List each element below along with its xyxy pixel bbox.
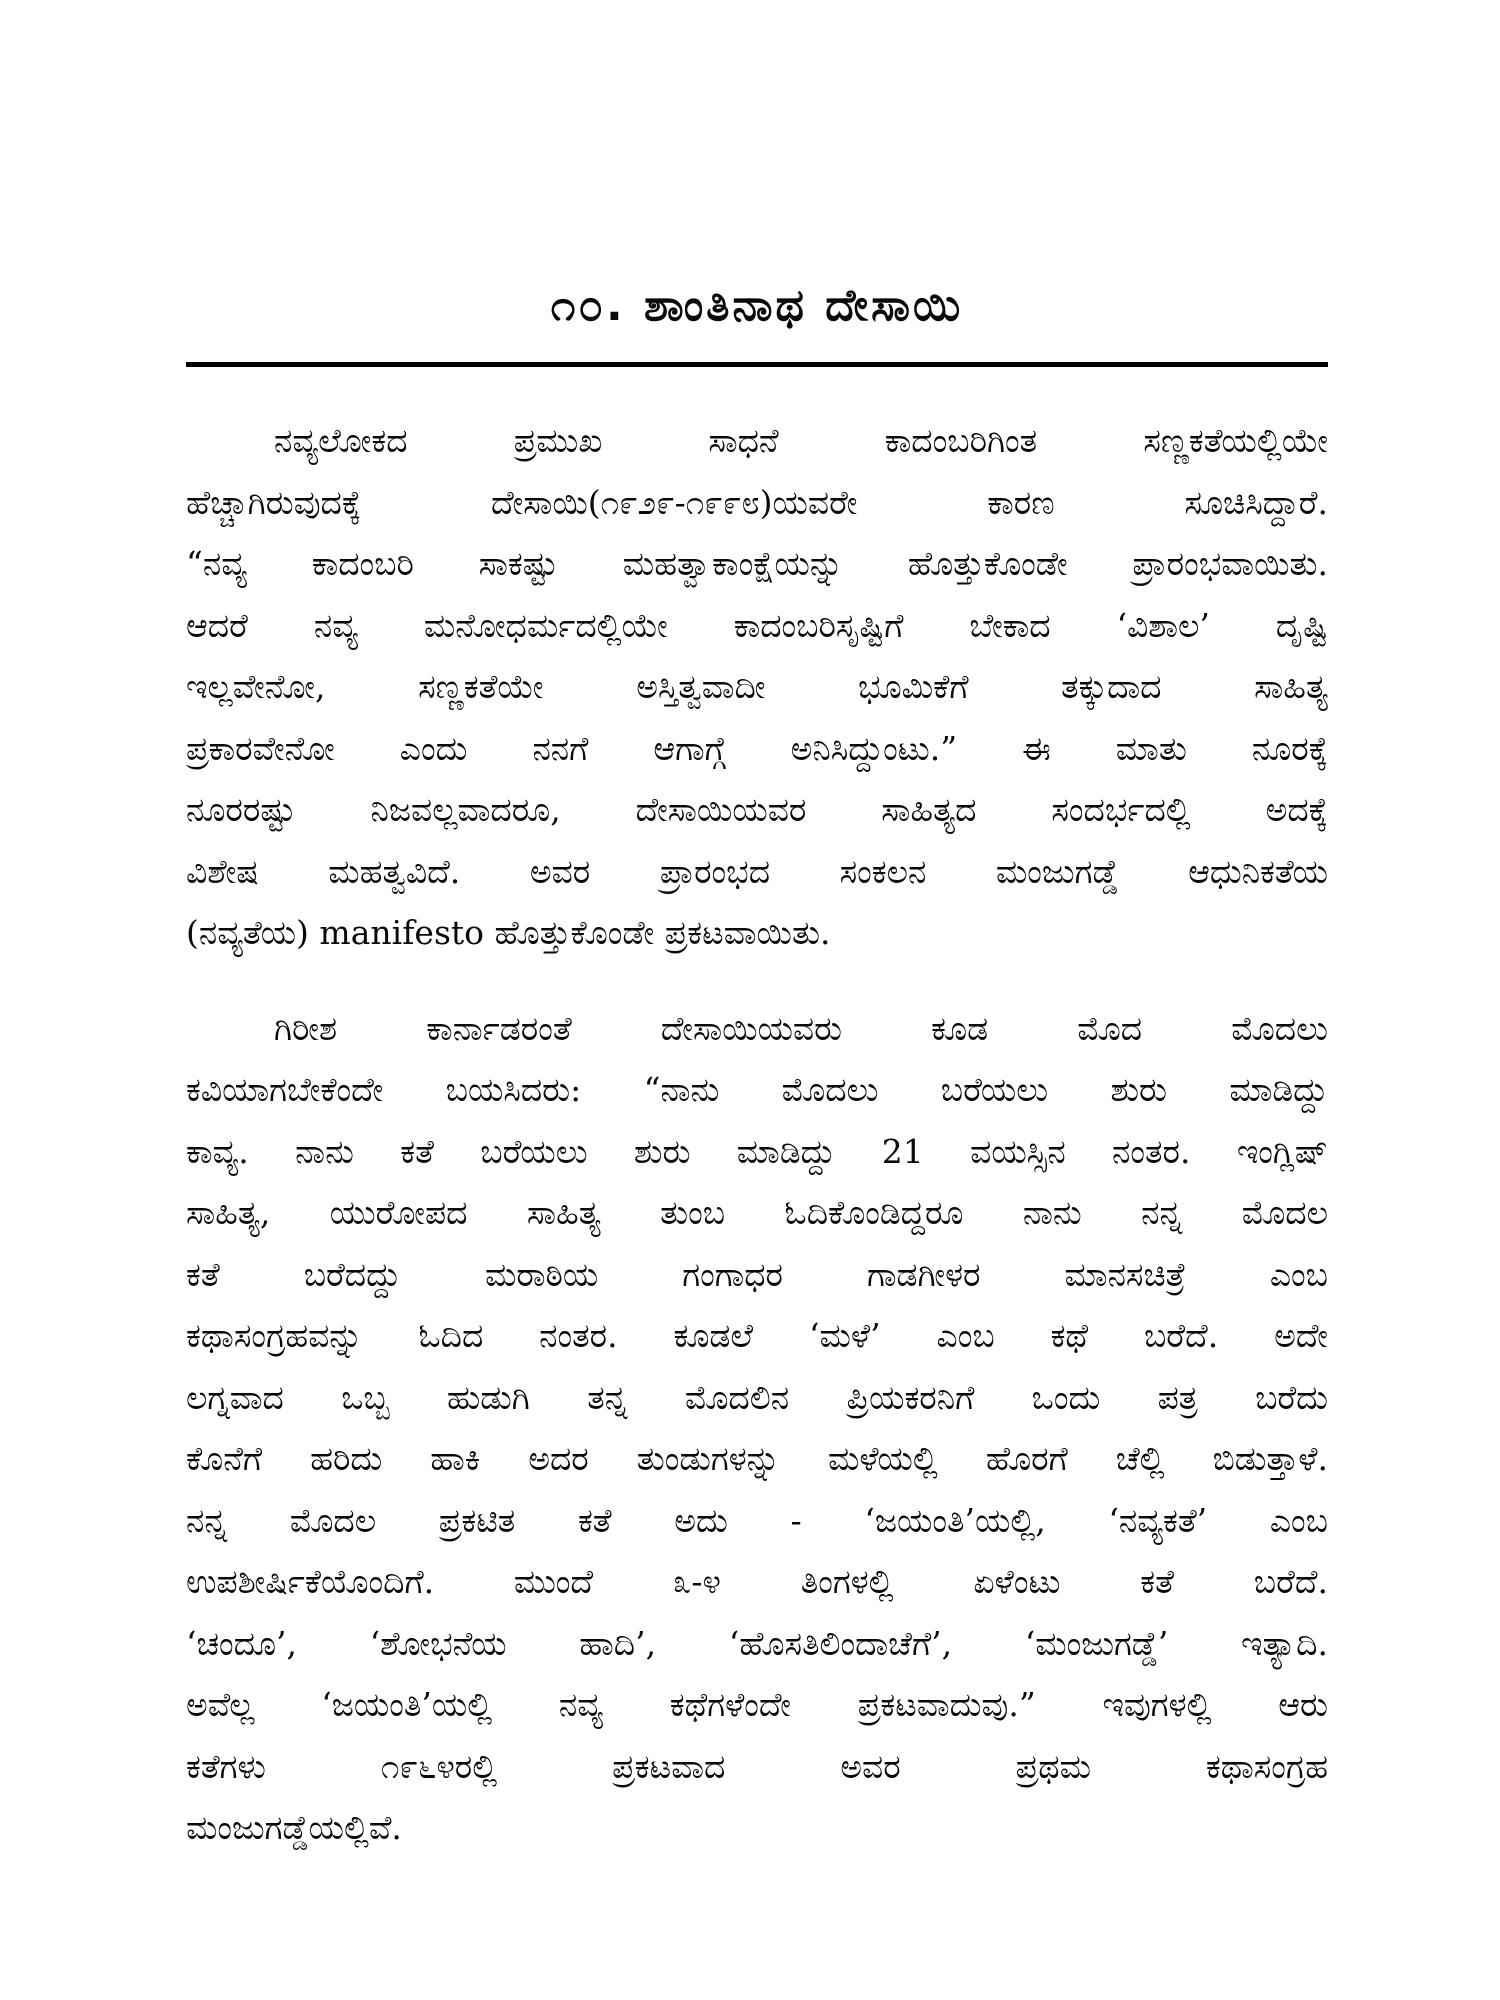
chapter-body <box>186 410 1328 1859</box>
text-line: ‘ಚಂದೂ’, ‘ಶೋಭನೆಯ ಹಾದಿ’, ‘ಹೊಸತಿಲಿಂದಾಚೆಗೆ’, ‘ಮಂಜುಗಡ್ಡೆ’ ಇತ್ಯಾದಿ. <box>186 1623 1328 1663</box>
text-line: ನನ್ನ ಮೊದಲ ಪ್ರಕಟಿತ ಕತೆ ಅದು - ‘ಜಯಂತಿ’ಯಲ್ಲಿ, ‘ನವ್ಯಕತೆ’ ಎಂಬ <box>186 1500 1328 1540</box>
text-line: ನೂರರಷ್ಟು ನಿಜವಲ್ಲವಾದರೂ, ದೇಸಾಯಿಯವರ ಸಾಹಿತ್ಯದ ಸಂದರ್ಭದಲ್ಲಿ ಅದಕ್ಕೆ <box>186 790 1328 829</box>
paragraph-2 <box>186 998 1328 1859</box>
text-line: ಗಿರೀಶ ಕಾರ್ನಾಡರಂತೆ ದೇಸಾಯಿಯವರು ಕೂಡ ಮೊದ ಮೊದಲು <box>274 1008 1328 1048</box>
text-line: ಇಲ್ಲವೇನೋ, ಸಣ್ಣಕತೆಯೇ ಅಸ್ತಿತ್ವವಾದೀ ಭೂಮಿಕೆಗೆ ತಕ್ಕುದಾದ ಸಾಹಿತ್ಯ <box>186 667 1328 706</box>
paragraph-gap <box>186 964 1328 998</box>
text-line: ಕೊನೆಗೆ ಹರಿದು ಹಾಕಿ ಅದರ ತುಂಡುಗಳನ್ನು ಮಳೆಯಲ್ಲಿ ಹೊರಗೆ ಚೆಲ್ಲಿ ಬಿಡುತ್ತಾಳೆ. <box>186 1439 1328 1478</box>
text-line: ಆದರೆ ನವ್ಯ ಮನೋಧರ್ಮದಲ್ಲಿಯೇ ಕಾದಂಬರಿಸೃಷ್ಟಿಗೆ ಬೇಕಾದ ‘ವಿಶಾಲ’ ದೃಷ್ಟಿ <box>186 605 1328 645</box>
text-line: ಉಪಶೀರ್ಷಿಕೆಯೊಂದಿಗೆ. ಮುಂದೆ ೩-೪ ತಿಂಗಳಲ್ಲಿ ಏಳೆಂಟು ಕತೆ ಬರೆದೆ. <box>186 1562 1328 1601</box>
text-line: ಕಥಾಸಂಗ್ರಹವನ್ನು ಓದಿದ ನಂತರ. ಕೂಡಲೆ ‘ಮಳೆ’ ಎಂಬ ಕಥೆ ಬರೆದೆ. ಅದೇ <box>186 1316 1328 1355</box>
text-line: ನವ್ಯಲೋಕದ ಪ್ರಮುಖ ಸಾಧನೆ ಕಾದಂಬರಿಗಿಂತ ಸಣ್ಣಕತೆಯಲ್ಲಿಯೇ <box>274 421 1328 460</box>
text-line: ಲಗ್ನವಾದ ಒಬ್ಬ ಹುಡುಗಿ ತನ್ನ ಮೊದಲಿನ ಪ್ರಿಯಕರನಿಗೆ ಒಂದು ಪತ್ರ ಬರೆದು <box>186 1377 1328 1417</box>
text-line: “ನವ್ಯ ಕಾದಂಬರಿ ಸಾಕಷ್ಟು ಮಹತ್ವಾಕಾಂಕ್ಷೆಯನ್ನು ಹೊತ್ತುಕೊಂಡೇ ಪ್ರಾರಂಭವಾಯಿತು. <box>186 544 1328 583</box>
text-line: ಕಾವ್ಯ. ನಾನು ಕತೆ ಬರೆಯಲು ಶುರು ಮಾಡಿದ್ದು 21 ವಯಸ್ಸಿನ ನಂತರ. ಇಂಗ್ಲಿಷ್ <box>186 1131 1328 1171</box>
text-line: ಪ್ರಕಾರವೇನೋ ಎಂದು ನನಗೆ ಆಗಾಗ್ಗೆ ಅನಿಸಿದ್ದುಂಟು.” ಈ ಮಾತು ನೂರಕ್ಕೆ <box>186 728 1328 768</box>
text-line: ಹೆಚ್ಚಾಗಿರುವುದಕ್ಕೆ ದೇಸಾಯಿ(೧೯೨೯-೧೯೯೮)ಯವರೇ ಕಾರಣ ಸೂಚಿಸಿದ್ದಾರೆ. <box>186 482 1328 522</box>
text-line: ಮಂಜುಗಡ್ಡೆಯಲ್ಲಿವೆ. <box>186 1808 402 1847</box>
text-line: ಕತೆಗಳು ೧೯೬೪ರಲ್ಲಿ ಪ್ರಕಟವಾದ ಅವರ ಪ್ರಥಮ ಕಥಾಸಂಗ್ರಹ <box>186 1746 1328 1786</box>
text-line: ಕವಿಯಾಗಬೇಕೆಂದೇ ಬಯಸಿದರು: “ನಾನು ಮೊದಲು ಬರೆಯಲು ಶುರು ಮಾಡಿದ್ದು <box>186 1070 1328 1109</box>
text-line: ಸಾಹಿತ್ಯ, ಯುರೋಪದ ಸಾಹಿತ್ಯ ತುಂಬ ಓದಿಕೊಂಡಿದ್ದರೂ ನಾನು ನನ್ನ ಮೊದಲ <box>186 1193 1328 1232</box>
paragraph-1 <box>186 410 1328 964</box>
text-line: (ನವ್ಯತೆಯ) manifesto ಹೊತ್ತುಕೊಂಡೇ ಪ್ರಕಟವಾಯಿತು. <box>186 913 831 952</box>
text-line: ವಿಶೇಷ ಮಹತ್ವವಿದೆ. ಅವರ ಪ್ರಾರಂಭದ ಸಂಕಲನ ಮಂಜುಗಡ್ಡೆ ಆಧುನಿಕತೆಯ <box>186 851 1328 891</box>
text-line: ಅವೆಲ್ಲ ‘ಜಯಂತಿ’ಯಲ್ಲಿ ನವ್ಯ ಕಥೆಗಳೆಂದೇ ಪ್ರಕಟವಾದುವು.” ಇವುಗಳಲ್ಲಿ ಆರು <box>186 1685 1328 1724</box>
title-divider <box>186 362 1328 367</box>
chapter-title: ೧೦. ಶಾಂತಿನಾಥ ದೇಸಾಯಿ <box>550 280 964 331</box>
text-line: ಕತೆ ಬರೆದದ್ದು ಮರಾಠಿಯ ಗಂಗಾಧರ ಗಾಡಗೀಳರ ಮಾನಸಚಿತ್ರೆ ಎಂಬ <box>186 1254 1328 1294</box>
